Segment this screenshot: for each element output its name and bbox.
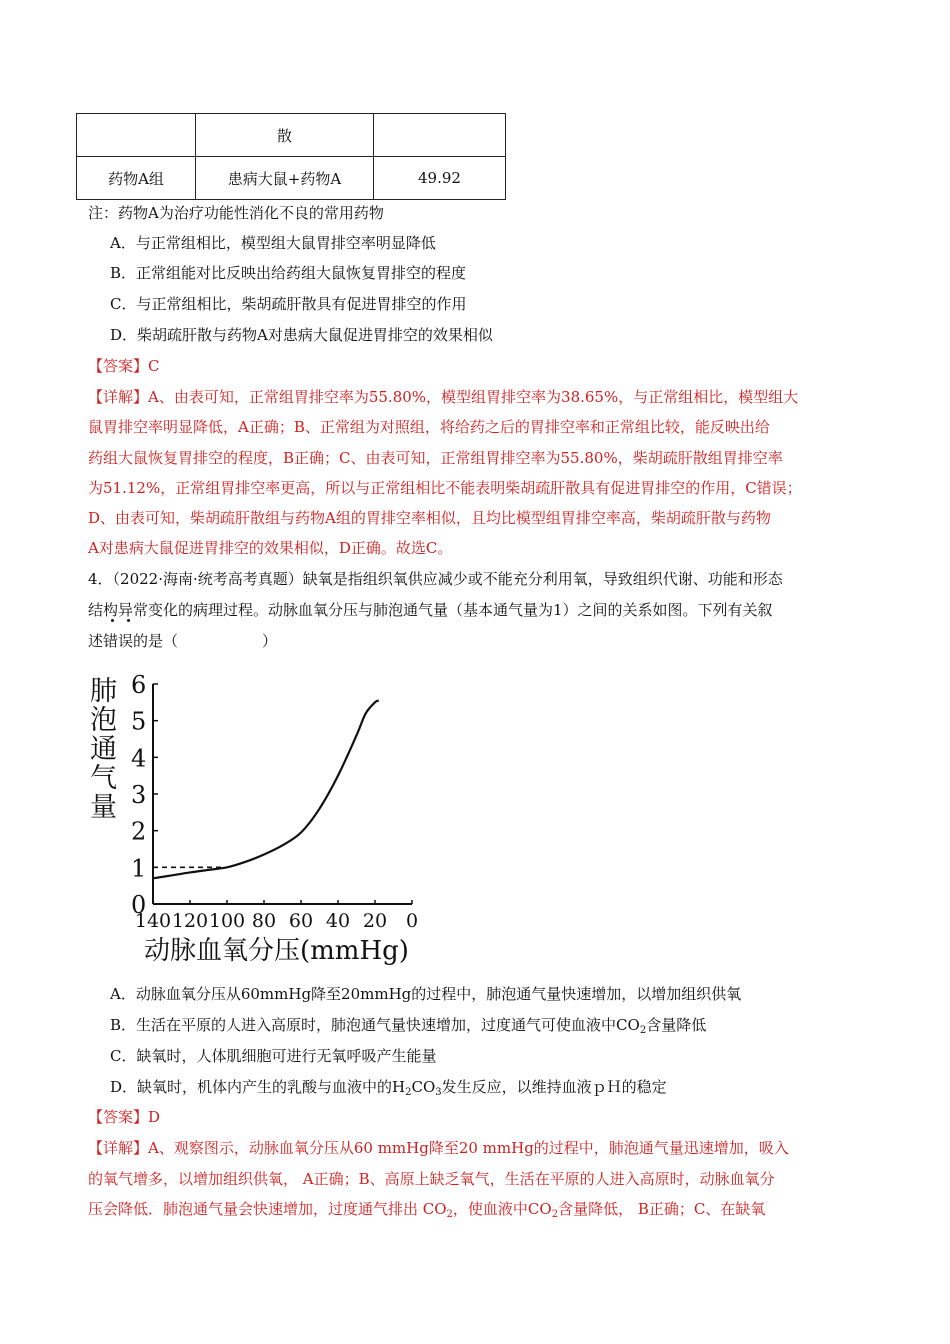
table-note: 注：药物A为治疗功能性消化不良的常用药物 xyxy=(88,204,384,222)
y-tick-label: 3 xyxy=(131,781,147,809)
q3-option-b: B．正常组能对比反映出给药组大鼠恢复胃排空的程度 xyxy=(110,264,467,282)
y-axis-label-char: 气 xyxy=(90,763,117,794)
q4-option-d: D．缺氧时，机体内产生的乳酸与血液中的$H_2CO_3$发生反应，以维持血液ｐＨ的稳定 xyxy=(110,1078,667,1098)
q3-explanation-line: 【详解】A、由表可知，正常组胃排空率为55.80%，模型组胃排空率为38.65%，与正常组相比，模型组大 xyxy=(88,388,799,406)
x-axis-label: 动脉血氧分压(mmHg) xyxy=(144,936,409,966)
q4-option-a: A．动脉血氧分压从60mmHg降至20mmHg的过程中，肺泡通气量快速增加，以增加组织供氧 xyxy=(110,985,742,1003)
x-tick-label: 60 xyxy=(288,910,314,932)
q3-option-d: D．柴胡疏肝散与药物A对患病大鼠促进胃排空的效果相似 xyxy=(110,326,493,344)
table-cell: 患病大鼠+药物A xyxy=(196,157,374,200)
q3-explanation-line: 为51.12%，正常组胃排空率更高，所以与正常组相比不能表明柴胡疏肝散具有促进胃排空的作用，C错误； xyxy=(88,479,802,497)
q4-option-b: B．生活在平原的人进入高原时，肺泡通气量快速增加，过度通气可使血液中$CO_2$含量降低 xyxy=(110,1016,707,1036)
y-axis-label-char: 量 xyxy=(90,792,117,823)
x-tick-label: 20 xyxy=(362,910,388,932)
q4-explanation-line: 的氧气增多，以增加组织供氧， A正确；B、高原上缺乏氧气，生活在平原的人进入高原时，动脉血氧分 xyxy=(88,1170,775,1188)
table-cell xyxy=(77,114,196,157)
q3-explanation-line: 药组大鼠恢复胃排空的程度，B正确；C、由表可知，正常组胃排空率为55.80%，柴胡疏肝散组胃排空率 xyxy=(88,449,783,467)
y-axis-label xyxy=(90,676,117,823)
x-tick-label: 100 xyxy=(208,910,246,932)
q3-option-a: A．与正常组相比，模型组大鼠胃排空率明显降低 xyxy=(110,234,436,252)
q4-option-c: C．缺氧时，人体肌细胞可进行无氧呼吸产生能量 xyxy=(110,1047,437,1065)
data-table xyxy=(76,113,506,200)
table-cell: 49.92 xyxy=(374,157,506,200)
q3-explanation-line: A对患病大鼠促进胃排空的效果相似，D正确。故选C。 xyxy=(88,539,453,557)
table-cell: 散 xyxy=(196,114,374,157)
x-tick-label: 120 xyxy=(171,910,209,932)
q4-explanation-line: 压会降低．肺泡通气量会快速增加，过度通气排出 $CO_2$，使血液中$CO_2$含量降低， B正确；C、在缺氧 xyxy=(88,1200,766,1220)
series-line xyxy=(153,701,379,879)
y-tick-label: 5 xyxy=(131,707,147,736)
q3-answer: 【答案】C xyxy=(88,357,160,375)
table-row xyxy=(77,157,506,200)
q4-stem-line: 述错误的是（ ） xyxy=(88,632,278,650)
emphasis-dot xyxy=(111,619,114,622)
x-tick-label: 140 xyxy=(134,910,172,932)
x-tick-label: 0 xyxy=(405,910,419,932)
emphasis-dot xyxy=(127,619,130,622)
x-tick-label: 40 xyxy=(325,910,351,932)
q3-explanation-line: 鼠胃排空率明显降低，A正确；B、正常组为对照组，将给药之后的胃排空率和正常组比较，能反映出给 xyxy=(88,418,770,436)
ventilation-chart xyxy=(80,668,430,968)
q4-stem-line: 结构异常变化的病理过程。动脉血氧分压与肺泡通气量（基本通气量为1）之间的关系如图。下列有关叙 xyxy=(88,601,773,619)
y-tick-label: 0 xyxy=(131,891,147,919)
y-tick-label: 6 xyxy=(131,671,147,699)
q4-stem-line: 4．（2022·海南·统考高考真题）缺氧是指组织氧供应减少或不能充分利用氧，导致组织代谢、功能和形态 xyxy=(88,570,783,588)
y-axis-label-char: 肺 xyxy=(90,676,117,707)
y-tick-label: 2 xyxy=(131,817,147,846)
table-cell xyxy=(374,114,506,157)
y-tick-label: 1 xyxy=(131,854,147,883)
q4-explanation-line: 【详解】A、观察图示，动脉血氧分压从60 mmHg降至20 mmHg的过程中，肺泡通气量迅速增加，吸入 xyxy=(88,1139,789,1157)
x-tick-label: 80 xyxy=(251,910,277,932)
y-axis-label-char: 泡 xyxy=(90,705,117,736)
table-cell: 药物A组 xyxy=(77,157,196,200)
y-tick-label: 4 xyxy=(131,744,147,773)
y-axis-label-char: 通 xyxy=(90,734,117,765)
table-row xyxy=(77,114,506,157)
q3-option-c: C．与正常组相比，柴胡疏肝散具有促进胃排空的作用 xyxy=(110,295,467,313)
q3-explanation-line: D、由表可知，柴胡疏肝散组与药物A组的胃排空率相似，且均比模型组胃排空率高，柴胡疏肝散与药物 xyxy=(88,509,771,527)
q4-answer: 【答案】D xyxy=(88,1108,161,1126)
